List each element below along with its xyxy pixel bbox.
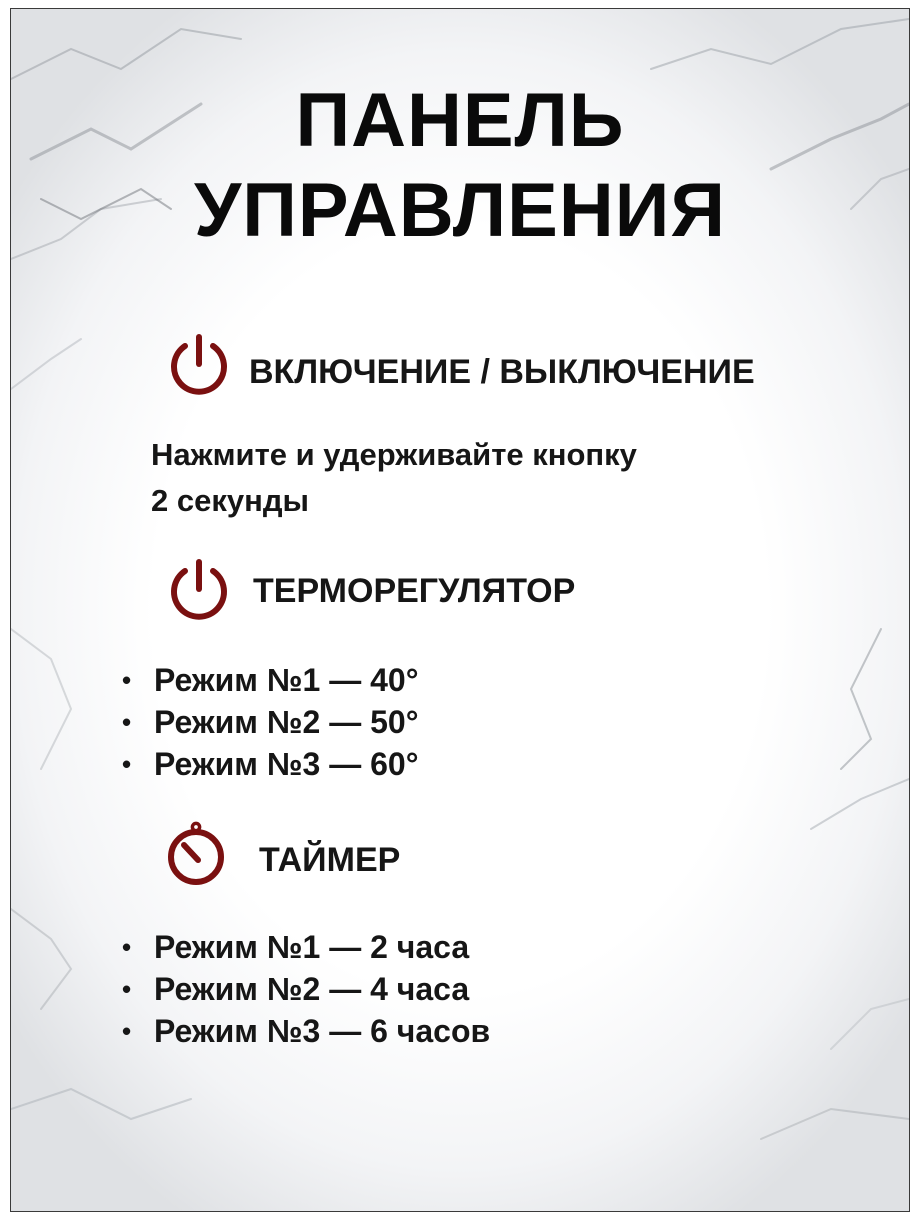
list-item: • Режим №3 — 6 часов bbox=[119, 1010, 490, 1052]
instruction-card bbox=[10, 8, 910, 1212]
list-item: • Режим №2 — 50° bbox=[119, 701, 418, 743]
list-item: • Режим №2 — 4 часа bbox=[119, 968, 490, 1010]
bullet: • bbox=[122, 1016, 132, 1046]
bullet: • bbox=[122, 974, 132, 1004]
power-section-heading: ВКЛЮЧЕНИЕ / ВЫКЛЮЧЕНИЕ bbox=[249, 353, 755, 391]
bullet: • bbox=[122, 707, 132, 737]
thermostat-section-heading: ТЕРМОРЕГУЛЯТОР bbox=[253, 572, 576, 610]
timer-section-heading: ТАЙМЕР bbox=[259, 841, 401, 879]
power-icon bbox=[166, 331, 232, 397]
timer-modes-list bbox=[119, 926, 490, 1052]
page-title-line-1: ПАНЕЛЬ bbox=[295, 78, 625, 163]
page-title-line-2: УПРАВЛЕНИЯ bbox=[194, 168, 726, 253]
list-item: • Режим №1 — 2 часа bbox=[119, 926, 490, 968]
list-item: • Режим №3 — 60° bbox=[119, 743, 418, 785]
bullet: • bbox=[122, 932, 132, 962]
power-instruction-line-2: 2 секунды bbox=[151, 483, 309, 518]
timer-icon bbox=[163, 821, 229, 887]
power-instruction-line-1: Нажмите и удерживайте кнопку bbox=[151, 437, 637, 472]
bullet: • bbox=[122, 665, 132, 695]
list-item: • Режим №1 — 40° bbox=[119, 659, 418, 701]
bullet: • bbox=[122, 749, 132, 779]
thermostat-power-icon bbox=[166, 556, 232, 622]
thermostat-modes-list bbox=[119, 659, 418, 785]
